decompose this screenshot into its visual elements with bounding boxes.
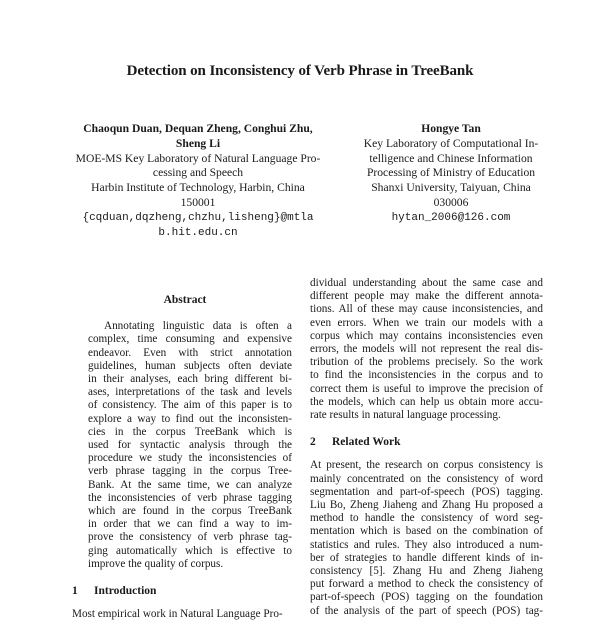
abstract-line: in order that we can find a way to im- — [88, 518, 292, 531]
body-line: ber of strategies to handle different kinds of in- — [310, 551, 543, 564]
body-line: errors, the models will not represent the real dis- — [310, 343, 543, 356]
abstract-line: ging automatically which is effective to — [88, 544, 292, 557]
body-line: put forward a method to check the consistency of — [310, 578, 543, 591]
abstract-line: the inconsistencies of verb phrase tagging — [88, 491, 292, 504]
abstract-line: which are found in the corpus TreeBank — [88, 505, 292, 518]
section-number: 1 — [72, 585, 78, 598]
abstract-line: in their analyses, each bring different bi- — [88, 373, 292, 386]
abstract-line: cies in the corpus TreeBank which is — [88, 425, 292, 438]
abstract-line: complex, time consuming and expensive — [88, 333, 292, 346]
body-line: correct them is useful to improve the precision of — [310, 382, 543, 395]
email-line: b.hit.edu.cn — [158, 226, 238, 239]
affiliation-line: Harbin Institute of Technology, Harbin, China — [91, 181, 305, 195]
body-line: method to handle the consistency of word seg- — [310, 512, 543, 525]
abstract-body — [88, 320, 292, 571]
body-line: mentation which is based on the combination of — [310, 525, 543, 538]
affiliation-line: MOE-MS Key Laboratory of Natural Language Pro- — [75, 151, 321, 165]
body-line: tions. All of these may cause inconsistencies, and — [310, 303, 543, 316]
abstract-line: Bank. At the same time, we can analyze — [88, 478, 292, 491]
abstract-line: Annotating linguistic data is often a — [104, 320, 292, 333]
body-line: part-of-speech (POS) tagging on the foundation — [310, 591, 543, 604]
body-line: consistency [5]. Zhang Hu and Zheng Jiaheng — [310, 565, 543, 578]
email-line: {cqduan,dqzheng,chzhu,lisheng}@mtla — [82, 211, 314, 224]
body-line: rate results in natural language processing. — [310, 409, 501, 422]
affiliation-line: telligence and Chinese Information — [369, 151, 533, 165]
author-block-left — [66, 122, 330, 240]
email-line: hytan_2006@126.com — [391, 211, 511, 224]
author-names-cont: Sheng Li — [175, 136, 221, 150]
affiliation-line: cessing and Speech — [152, 166, 244, 180]
abstract-line: verb phrase tagging in the corpus Tree- — [88, 465, 292, 478]
abstract-line: used for syntactic analysis through the — [88, 439, 292, 452]
abstract-heading: Abstract — [163, 294, 207, 306]
author-names: Chaoqun Duan, Dequan Zheng, Conghui Zhu, — [83, 122, 313, 135]
affiliation-line: 150001 — [180, 195, 216, 209]
section-number: 2 — [310, 436, 316, 449]
right-column — [310, 277, 543, 618]
affiliation-line: 030006 — [433, 195, 469, 209]
abstract-line: explore a way to find out the inconsisten- — [88, 412, 292, 425]
affiliation-line: Key Laboratory of Computational In- — [363, 136, 539, 150]
abstract-line: guidelines, human subjects often deviate — [88, 359, 292, 372]
body-line: different people may make the different annota- — [310, 290, 543, 303]
abstract-line: prove the consistency of verb phrase tag- — [88, 531, 292, 544]
abstract-line: of consistency. The aim of this paper is to — [88, 399, 292, 412]
abstract-line: procedure we study the inconsistencies of — [88, 452, 292, 465]
body-line: to find the inconsistencies in the corpus and to — [310, 369, 543, 382]
abstract-line: endeavor. Even with strict annotation — [88, 346, 292, 359]
affiliation-line: Shanxi University, Taiyuan, China — [371, 181, 531, 195]
section-title: Related Work — [332, 436, 401, 449]
body-line: tribution of the problems precisely. So the work — [310, 356, 543, 369]
body-line: the models, which can help us obtain more accu- — [310, 395, 543, 408]
author-block-right — [342, 122, 560, 226]
section-title: Introduction — [94, 585, 157, 598]
intro-heading — [72, 585, 298, 598]
paper-title: Detection on Inconsistency of Verb Phrase in TreeBank — [126, 63, 474, 79]
left-column — [72, 294, 298, 621]
body-line: statistics and rules. They also introduced a num- — [310, 538, 543, 551]
body-line: segmentation and part-of-speech (POS) tagging. — [310, 485, 543, 498]
abstract-line: improve the quality of corpus. — [88, 557, 224, 570]
affiliation-line: Processing of Ministry of Education — [366, 166, 536, 180]
body-line: corpus which may contains inconsistencies even — [310, 329, 543, 342]
body-line: Liu Bo, Zheng Jiaheng and Zhang Hu proposed a — [310, 499, 543, 512]
body-line: At present, the research on corpus consistency is — [310, 459, 543, 472]
body-line: of the analysis of the part of speech (POS) tag- — [310, 604, 543, 617]
body-line: dividual understanding about the same case and — [310, 277, 543, 289]
body-line: even errors. When we train our models with a — [310, 316, 543, 329]
intro-first-line: Most empirical work in Natural Language Pro- — [72, 608, 283, 621]
body-line: mainly concentrated on the consistency of word — [310, 472, 543, 485]
abstract-line: ases, interpretations of the task and levels — [88, 386, 292, 399]
author-name: Hongye Tan — [421, 122, 481, 135]
related-work-heading — [310, 436, 543, 449]
